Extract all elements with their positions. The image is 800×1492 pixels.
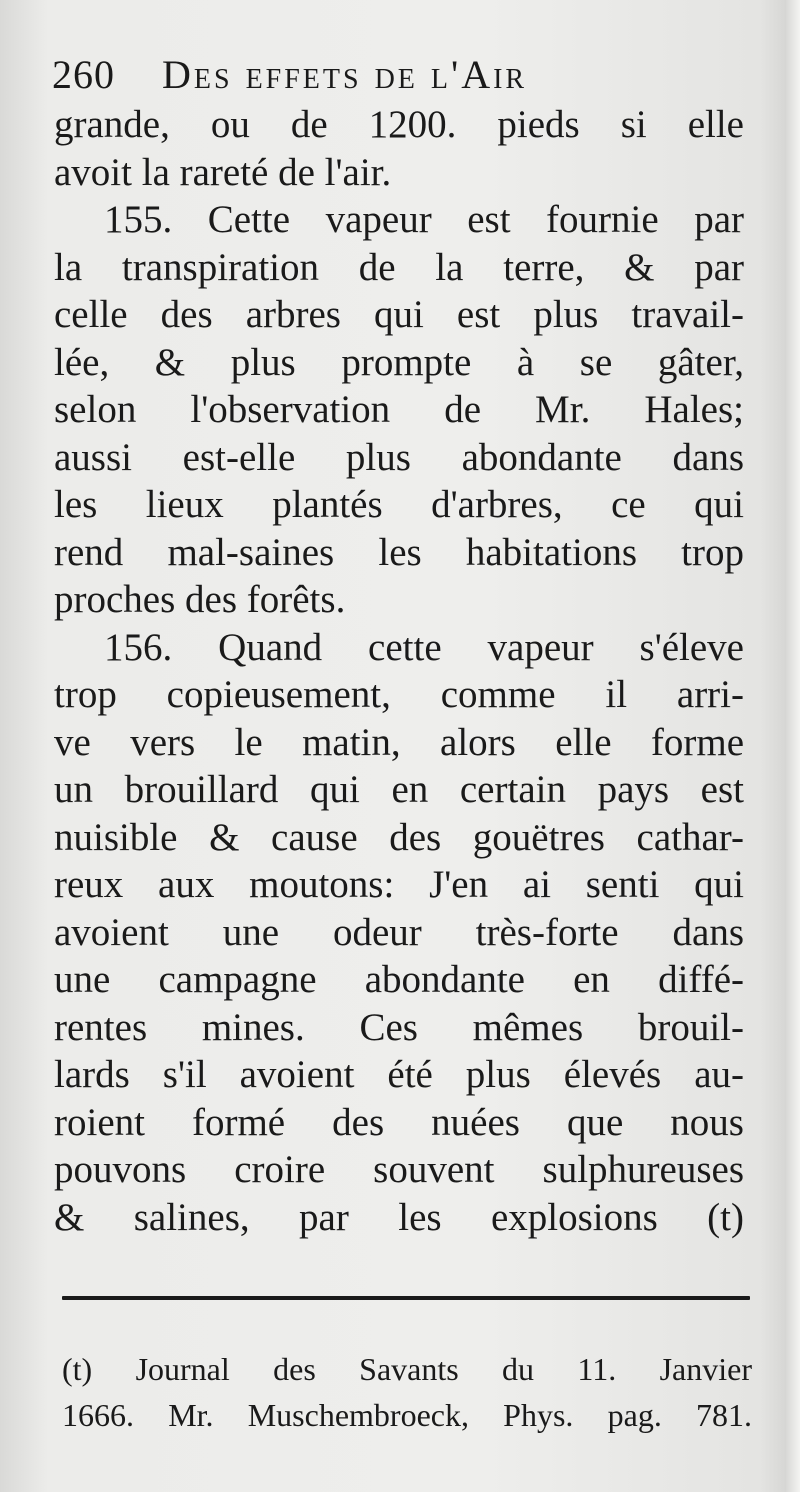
text-line: avoient une odeur très-forte dans [54, 910, 744, 954]
text-line: une campagne abondante en diffé- [54, 958, 744, 1001]
text-line: trop copieusement, comme il arri- [54, 673, 744, 716]
text-line: les lieux plantés d'arbres, ce qui [54, 483, 744, 526]
text-line: aussi est-elle plus abondante dans [54, 435, 744, 479]
footnotes [62, 1346, 752, 1438]
footnote-rule [62, 1296, 750, 1300]
running-title: Des effets de l'Air [162, 52, 528, 97]
text-line: un brouillard qui en certain pays est [54, 768, 744, 811]
text-line: rentes mines. Ces mêmes brouil- [54, 1005, 744, 1049]
paragraph-156-start: 156. Quand cette vapeur s'éleve [104, 625, 744, 669]
text-line: avoit la rareté de l'air. [54, 150, 392, 194]
page-edge [786, 0, 800, 1492]
text-line: rend mal-saines les habitations trop [54, 530, 744, 574]
footnote-line: 1666. Mr. Muschembroeck, Phys. pag. 781. [62, 1397, 752, 1433]
footnote-line: (t) Journal des Savants du 11. Janvier [62, 1351, 752, 1387]
text-line: pouvons croire souvent sulphureuses [54, 1148, 744, 1191]
text-line: reux aux moutons: J'en ai senti qui [54, 863, 744, 906]
text-line: selon l'observation de Mr. Hales; [54, 388, 744, 431]
text-line: ve vers le matin, alors elle forme [54, 720, 744, 764]
text-line: grande, ou de 1200. pieds si elle [54, 103, 744, 146]
text-line: roient formé des nuées que nous [54, 1100, 744, 1144]
text-line: nuisible & cause des gouëtres cathar- [54, 815, 744, 859]
running-header [52, 50, 752, 100]
text-line: lards s'il avoient été plus élevés au- [54, 1053, 744, 1096]
text-line: la transpiration de la terre, & par [54, 245, 744, 289]
paragraph-155-start: 155. Cette vapeur est fournie par [104, 198, 744, 241]
page-number: 260 [52, 52, 115, 97]
main-text [54, 101, 744, 1241]
text-line: proches des forêts. [54, 578, 346, 621]
text-line: celle des arbres qui est plus travail- [54, 293, 744, 336]
text-line: & salines, par les explosions (t) [54, 1195, 744, 1239]
text-line: lée, & plus prompte à se gâter, [54, 340, 744, 384]
